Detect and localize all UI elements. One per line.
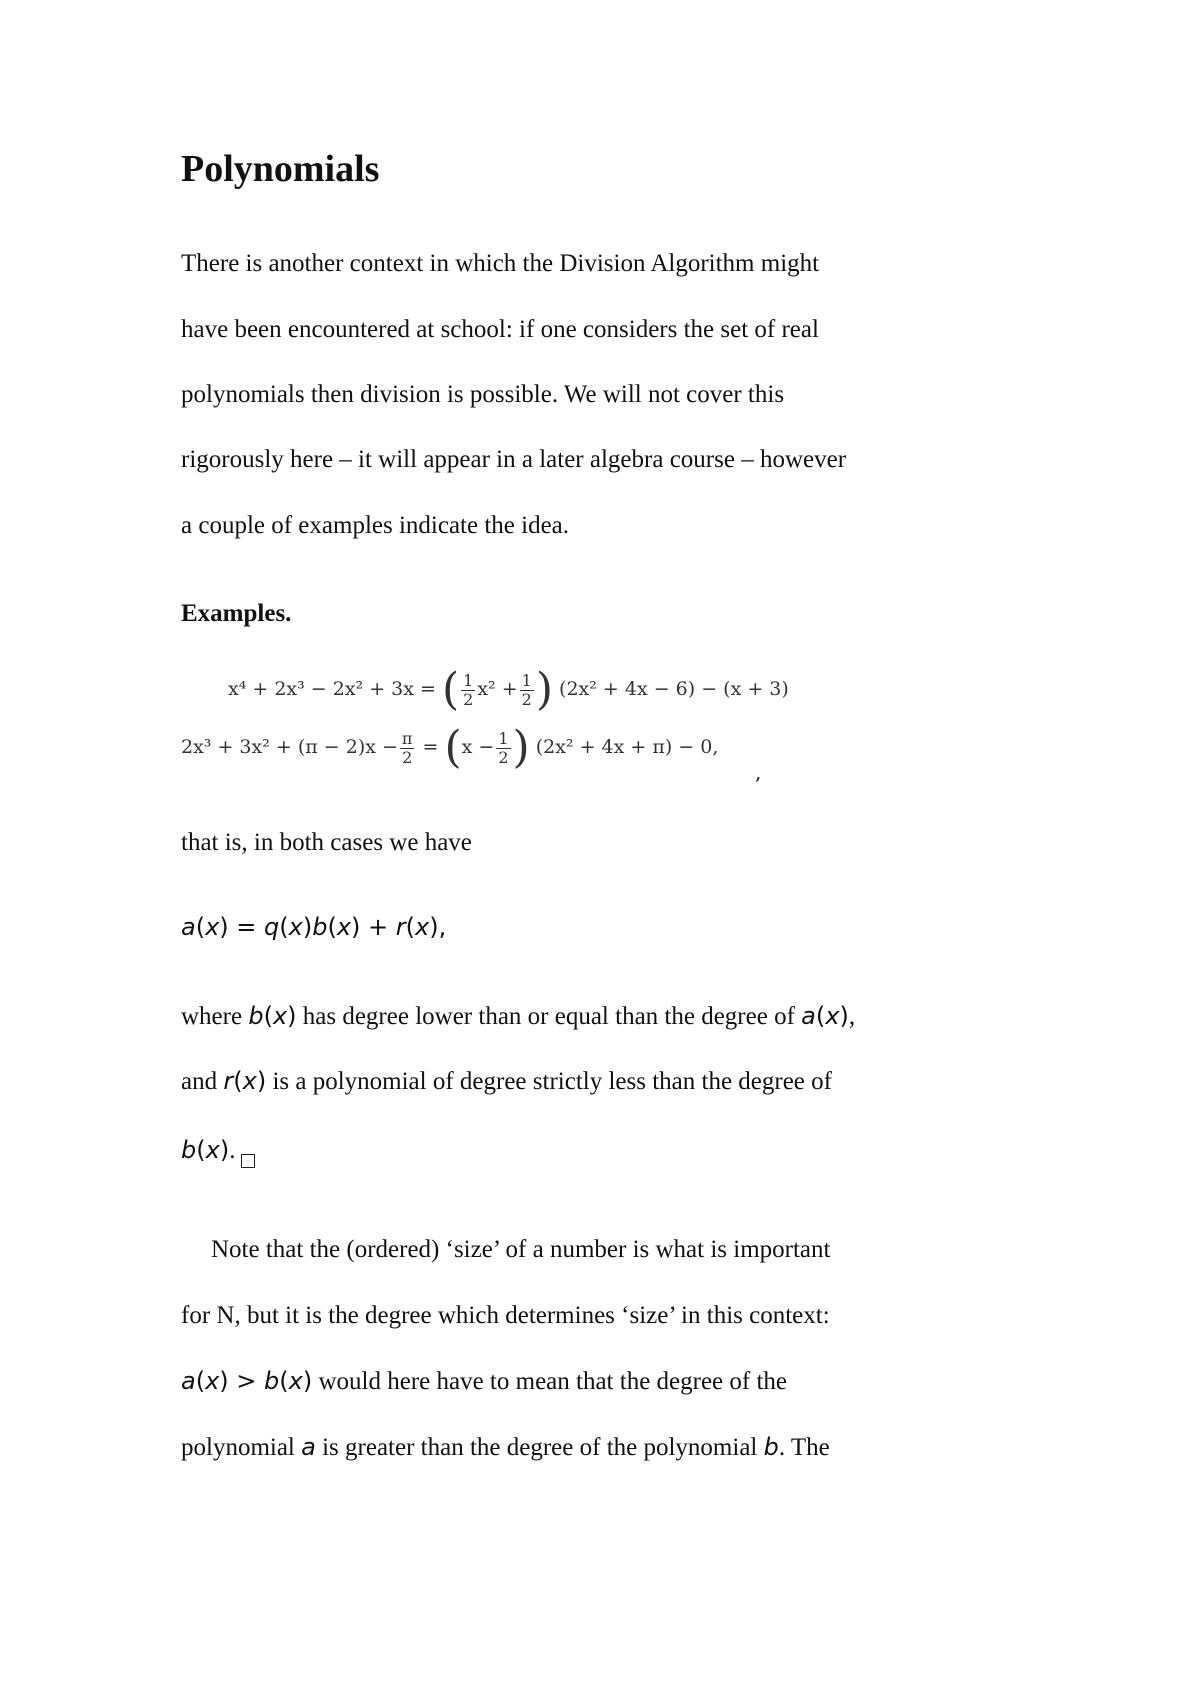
note-line-3: a(x) > b(x) would here have to mean that the degree of the [181,1367,788,1395]
formula-q: q [264,913,280,941]
eq2-pi-den: 2 [402,747,413,767]
formula-x4: x [415,913,430,941]
note-line4-mid: is greater than the degree of the polynomial [315,1434,764,1461]
eq1-frac-den: 2 [463,689,474,709]
where-a: a [801,1002,816,1030]
note-line4-start: polynomial [181,1434,302,1461]
note-line-1: Note that the (ordered) ‘size’ of a number is what is important [211,1236,831,1263]
note-poly-b: b [763,1433,779,1461]
eq1-frac-num: 1 [463,670,474,690]
where-line-3: b(x). [181,1134,255,1168]
intro-line-2: have been encountered at school: if one considers the set of real [181,316,819,343]
where-line1-start: where [181,1003,249,1030]
where-line1-end: , [848,1003,856,1030]
eq2-lhs-start: 2x³ + 3x² + (π − 2)x − [181,736,398,758]
formula-x2: x [288,913,303,941]
formula-x1: x [205,913,220,941]
note-b: b [264,1367,280,1395]
where-r: r [223,1067,234,1095]
where-line-1: where b(x) has degree lower than or equal than the degree of a(x), [181,1002,856,1030]
eq1-frac2-num: 1 [521,670,532,690]
where-line-2: and r(x) is a polynomial of degree strictly less than the degree of [181,1067,832,1095]
note-a: a [181,1367,196,1395]
where-line1-mid: has degree lower than or equal than the degree of [296,1003,802,1030]
equation-trailing-comma: , [755,760,762,784]
eq2-factor1-start: x − [461,736,495,758]
eq1-fraction [461,672,475,709]
eq1-lhs: x⁴ + 2x³ − 2x² + 3x = [228,678,436,700]
where-b2: b [181,1136,197,1164]
page-title: Polynomials [181,148,380,190]
eq2-close-paren: ) [512,722,530,773]
eq1-frac2-den: 2 [521,689,532,709]
intro-line-3: polynomials then division is possible. We will not cover this [181,381,785,408]
note-line4-end: . The [778,1434,830,1461]
where-b: b [248,1002,264,1030]
qed-square-icon [241,1154,255,1168]
that-is-line: that is, in both cases we have [181,829,472,856]
eq1-open-paren: ( [441,664,460,715]
where-line2-start: and [181,1068,224,1095]
eq2-half-den: 2 [498,747,509,767]
note-bx: x [288,1367,303,1395]
example-equation-2 [181,722,719,773]
intro-line-5: a couple of examples indicate the idea. [181,512,570,539]
intro-line-1: There is another context in which the Division Algorithm might [181,250,820,277]
eq1-factor1-mid: x² + [477,678,518,700]
eq1-factor2: (2x² + 4x − 6) − (x + 3) [559,678,789,700]
note-ax: x [205,1367,220,1395]
examples-label: Examples. [181,600,292,627]
formula-a: a [181,913,196,941]
eq2-pi-fraction [400,730,415,767]
where-line3-end: . [229,1137,236,1164]
eq2-open-paren: ( [444,722,462,773]
where-line2-mid: is a polynomial of degree strictly less than the degree of [266,1068,832,1095]
eq1-fraction-2 [520,672,534,709]
example-equation-1 [228,664,789,715]
where-b2x: x [205,1136,220,1164]
eq2-pi-num: π [401,728,413,748]
eq1-close-paren: ) [535,664,553,715]
formula-b: b [312,913,328,941]
eq2-half-num: 1 [498,728,509,748]
note-line3-rest: would here have to mean that the degree of the [312,1368,788,1395]
formula-r: r [395,913,406,941]
eq2-half-fraction [496,730,510,767]
intro-line-4: rigorously here – it will appear in a later algebra course – however [181,446,847,473]
note-line-4 [181,1431,830,1464]
formula-x3: x [336,913,352,941]
where-bx: x [272,1002,288,1030]
note-line-2: for N, but it is the degree which determines ‘size’ in this context: [181,1302,830,1329]
division-formula: a(x) = q(x)b(x) + r(x), [181,913,447,941]
eq2-equals: = [422,736,439,758]
note-poly-a: a [301,1433,316,1461]
eq2-factor2: (2x² + 4x + π) − 0, [535,736,719,758]
where-ax: x [825,1002,840,1030]
where-rx: x [242,1067,257,1095]
